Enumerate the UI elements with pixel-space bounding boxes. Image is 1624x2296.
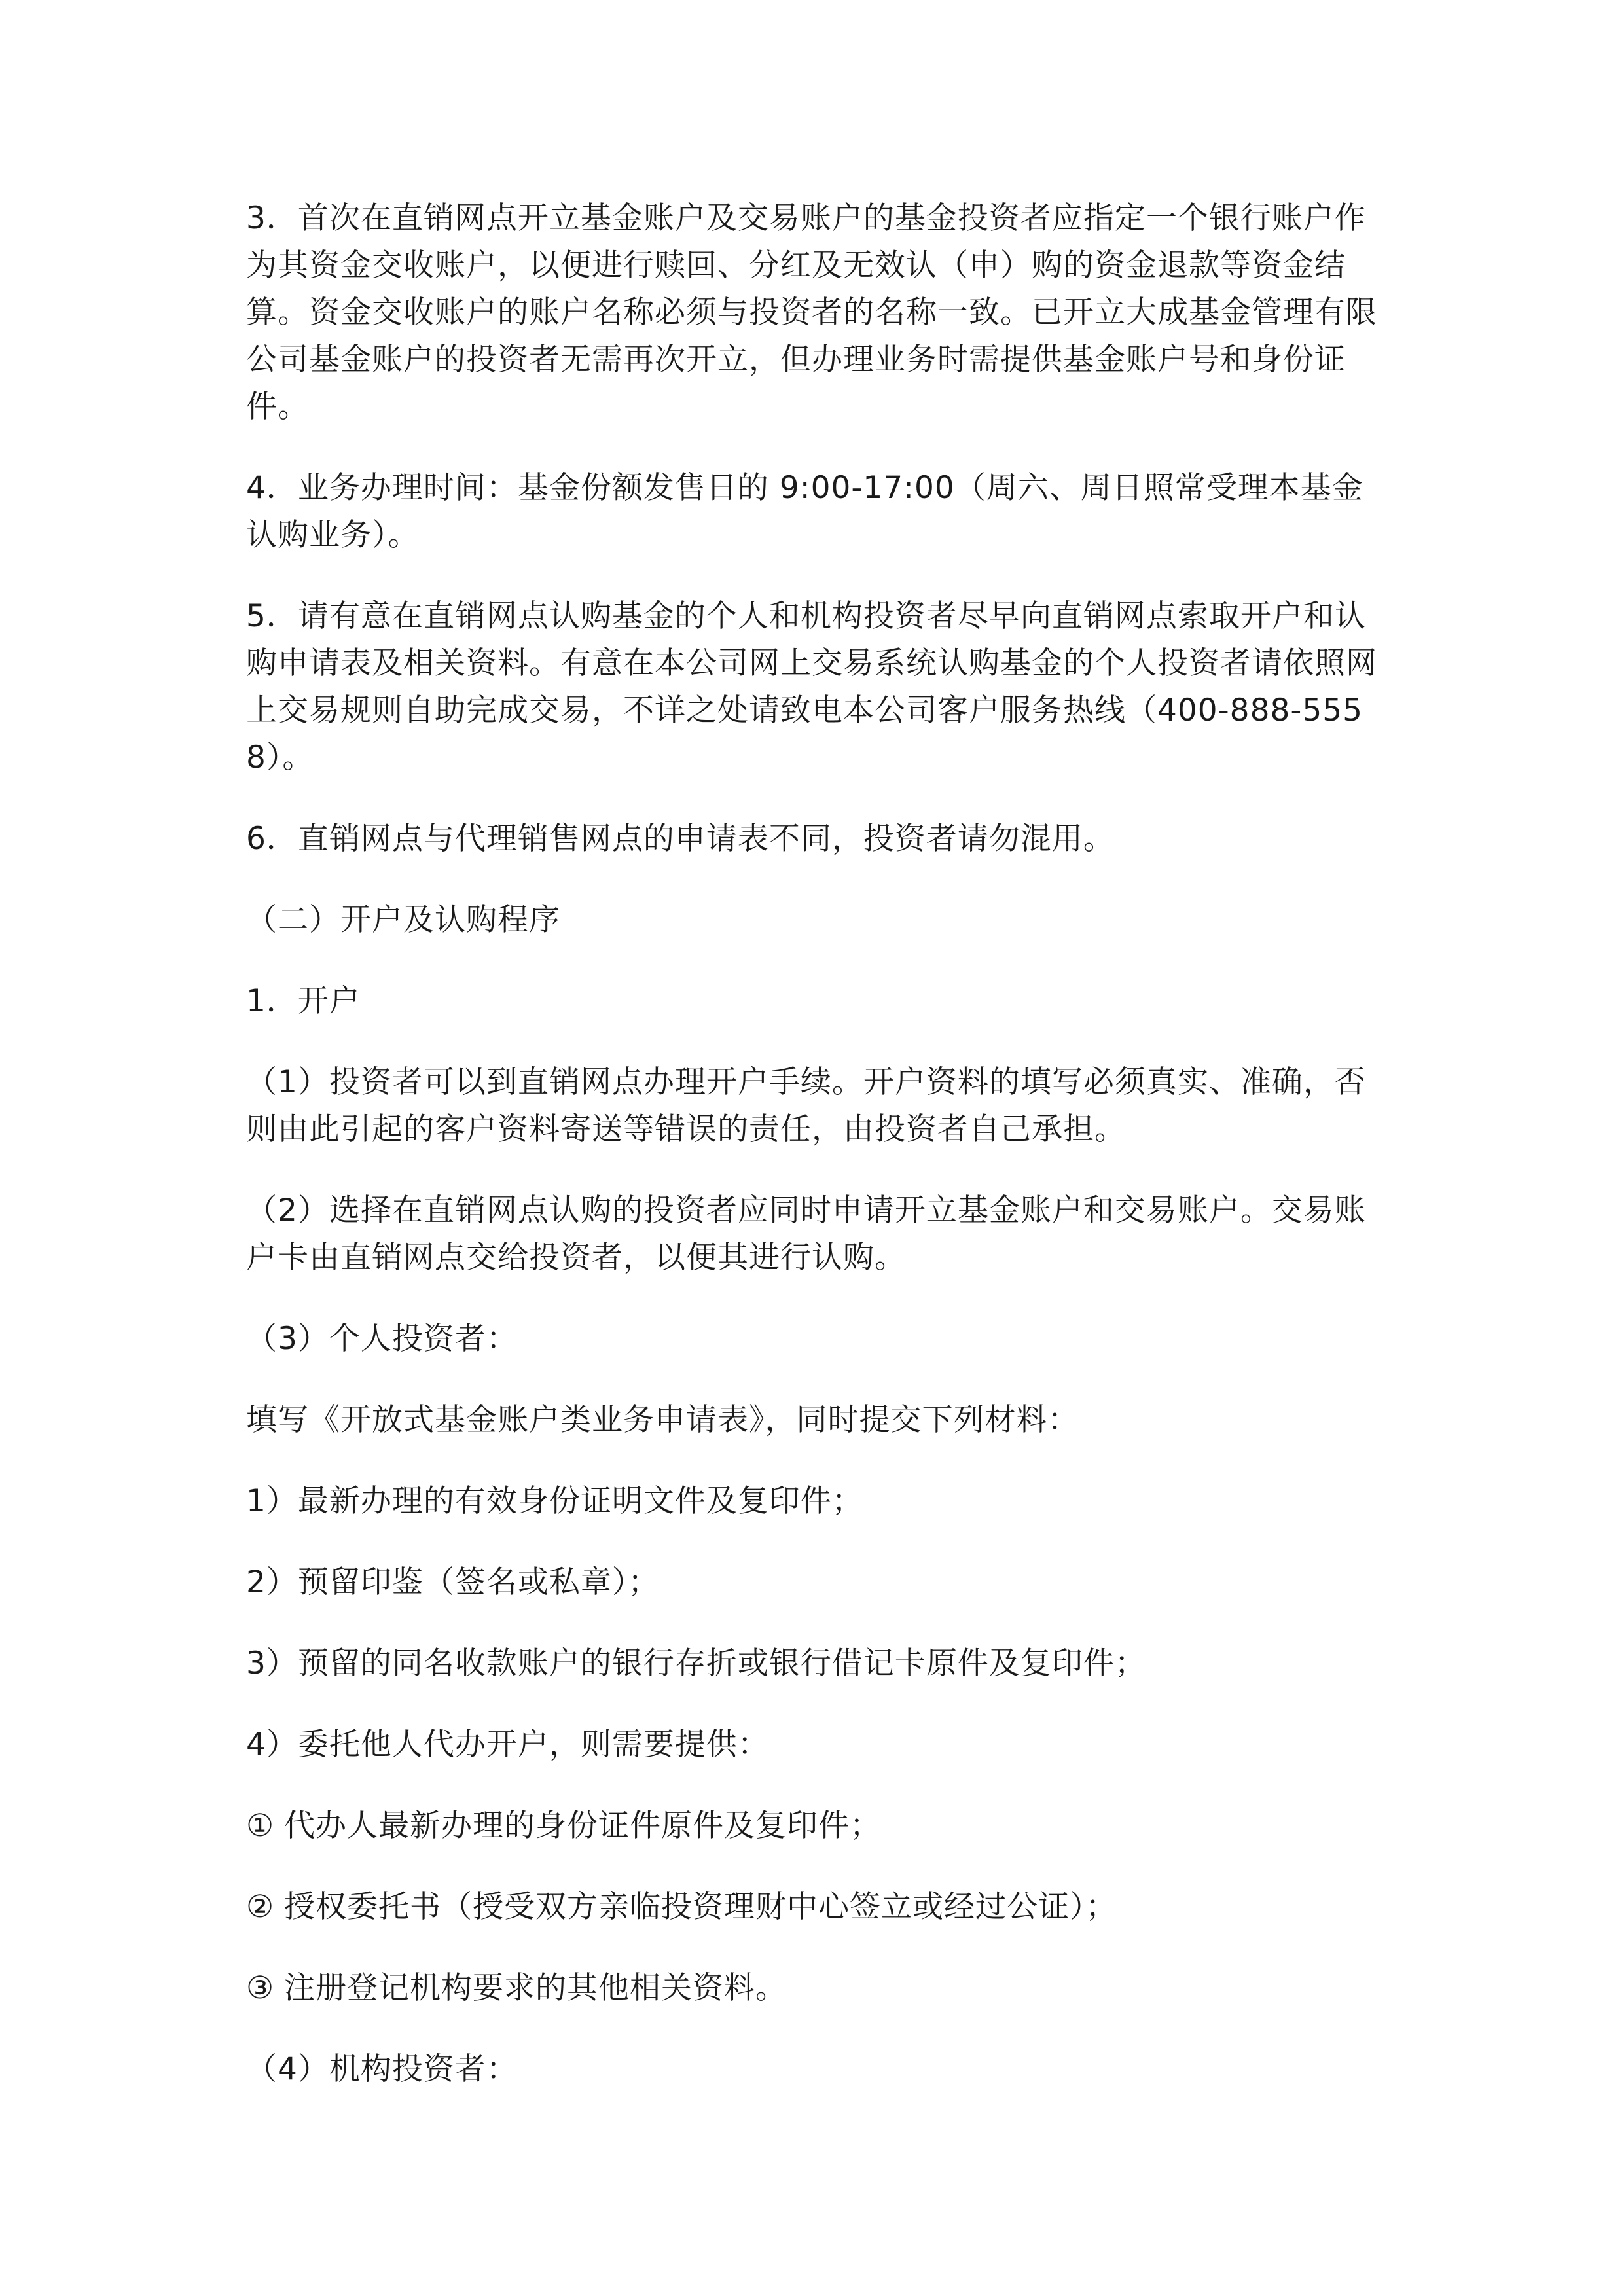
circled-item-1-text: 代办人最新办理的身份证件原件及复印件；: [284, 1808, 881, 1844]
paragraph-item-3: 3．首次在直销网点开立基金账户及交易账户的基金投资者应指定一个银行账户作为其资金交收账户，以便进行赎回、分红及无效认（申）购的资金退款等资金结算。资金交收账户的账户名称必须与投资者的名称一致。已开立大成基金管理有限公司基金账户的投资者无需再次开立，但办理业务时需提供基金账户号和身份证件。: [246, 200, 1377, 425]
list-item-3: 3）预留的同名收款账户的银行存折或银行借记卡原件及复印件；: [246, 1645, 1146, 1681]
paragraph-open-2: （2）选择在直销网点认购的投资者应同时申请开立基金账户和交易账户。交易账户卡由直销网点交给投资者，以便其进行认购。: [246, 1193, 1366, 1276]
paragraph-fill-form: 填写《开放式基金账户类业务申请表》，同时提交下列材料：: [246, 1402, 1079, 1438]
circled-number-2: ②: [246, 1889, 275, 1925]
paragraph-institutional-investor: （4）机构投资者：: [246, 2051, 518, 2087]
circled-item-1: [246, 1803, 1385, 1850]
document-body: [246, 195, 1385, 2127]
paragraph-open-1: （1）投资者可以到直销网点办理开户手续。开户资料的填写必须真实、准确，否则由此引起的客户资料寄送等错误的责任，由投资者自己承担。: [246, 1064, 1366, 1147]
paragraph-individual-investor: （3）个人投资者：: [246, 1321, 518, 1357]
list-item-2: 2）预留印鉴（签名或私章）；: [246, 1564, 660, 1600]
circled-number-1: ①: [246, 1808, 275, 1844]
section-heading-2: （二）开户及认购程序: [246, 902, 560, 938]
circled-item-2: [246, 1884, 1385, 1931]
list-item-4: 4）委托他人代办开户，则需要提供：: [246, 1727, 769, 1763]
circled-number-3: ③: [246, 1970, 275, 2006]
subheading-open-account: 1．开户: [246, 983, 361, 1019]
circled-item-3-text: 注册登记机构要求的其他相关资料。: [284, 1970, 787, 2006]
circled-item-2-text: 授权委托书（授受双方亲临投资理财中心签立或经过公证）；: [284, 1889, 1117, 1925]
list-item-1: 1）最新办理的有效身份证明文件及复印件；: [246, 1483, 863, 1519]
paragraph-item-4: 4．业务办理时间：基金份额发售日的 9:00-17:00（周六、周日照常受理本基金认购业务）。: [246, 470, 1363, 553]
paragraph-item-6: 6．直销网点与代理销售网点的申请表不同，投资者请勿混用。: [246, 821, 1115, 857]
circled-item-3: [246, 1965, 1385, 2012]
paragraph-item-5: 5．请有意在直销网点认购基金的个人和机构投资者尽早向直销网点索取开户和认购申请表及相关资料。有意在本公司网上交易系统认购基金的个人投资者请依照网上交易规则自助完成交易，不详之处请致电本公司客户服务热线（400-888-5558）。: [246, 598, 1377, 776]
